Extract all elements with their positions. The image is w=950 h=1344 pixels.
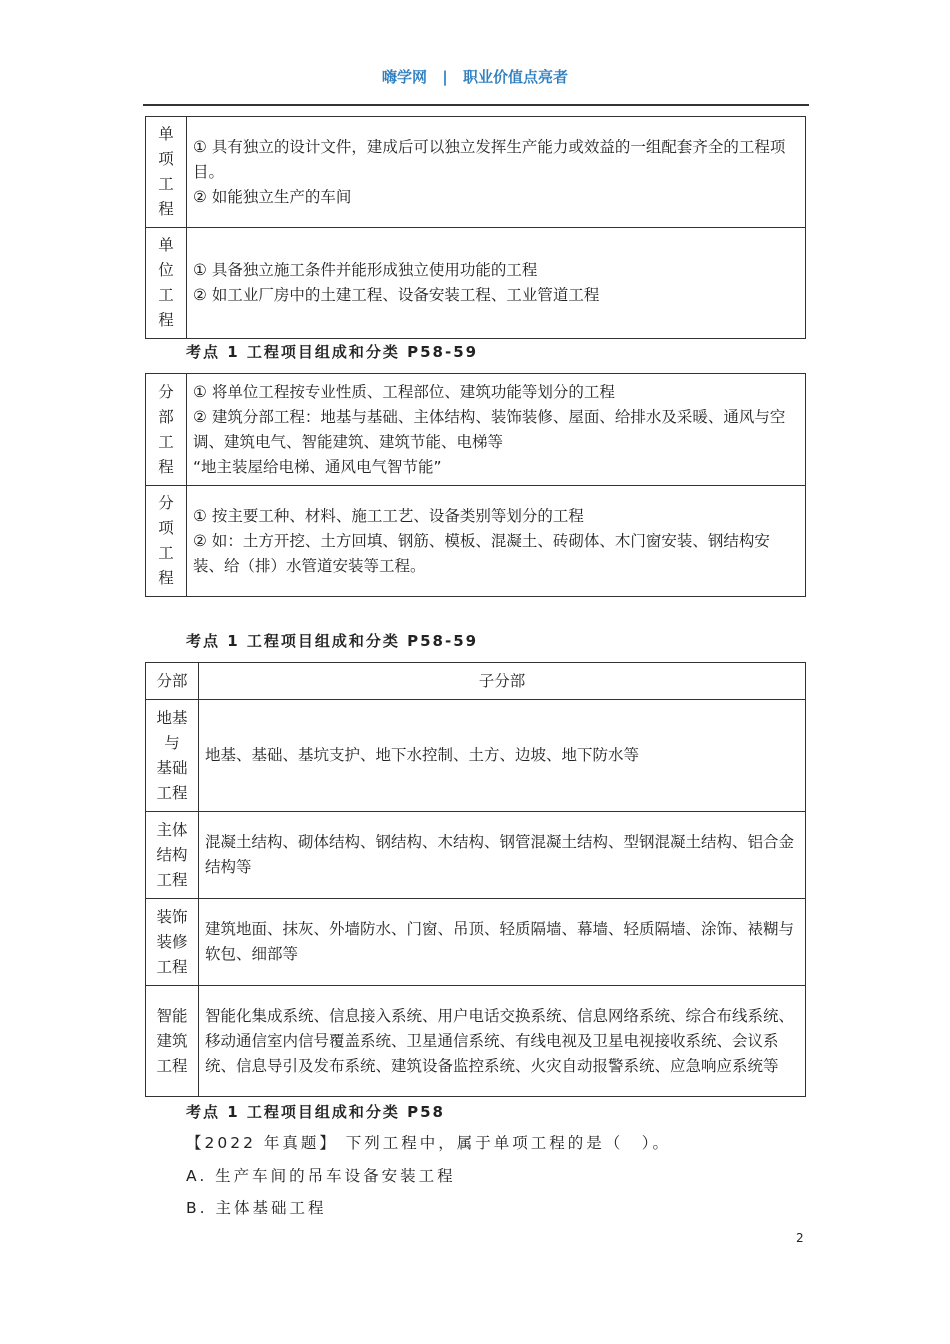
row-label xyxy=(146,374,187,486)
section-title: 考点 1 工程项目组成和分类 P58 xyxy=(186,1103,445,1121)
section-title: 考点 1 工程项目组成和分类 P58-59 xyxy=(186,632,479,650)
content-line: ① 具有独立的设计文件，建成后可以独立发挥生产能力或效益的一组配套齐全的工程项目。 xyxy=(193,137,786,181)
row-content xyxy=(187,486,806,597)
table-row xyxy=(146,899,806,986)
row-label xyxy=(146,899,199,986)
label-char: 单 xyxy=(158,236,174,254)
row-label xyxy=(146,986,199,1097)
header-divider: | xyxy=(442,68,448,86)
table-row xyxy=(146,812,806,899)
label-line: 地基 xyxy=(156,708,188,727)
label-line: 与 xyxy=(164,733,180,752)
question-option-b: B. 主体基础工程 xyxy=(186,1199,327,1217)
row-content: 混凝土结构、砌体结构、钢结构、木结构、钢管混凝土结构、型钢混凝土结构、铝合金结构等 xyxy=(199,812,806,899)
label-char: 程 xyxy=(158,457,174,476)
label-line: 结构 xyxy=(156,845,188,864)
table-header-row xyxy=(146,663,806,700)
row-content xyxy=(187,374,806,486)
label-line: 工程 xyxy=(156,957,188,976)
label-char: 分 xyxy=(158,494,174,512)
label-line: 装修 xyxy=(156,932,188,951)
section-title: 考点 1 工程项目组成和分类 P58-59 xyxy=(186,343,479,361)
column-header: 分部 xyxy=(146,663,199,700)
label-line: 建筑 xyxy=(156,1031,188,1050)
label-char: 程 xyxy=(158,569,174,587)
label-line: 基础 xyxy=(156,758,188,777)
content-line: ① 按主要工种、材料、施工工艺、设备类别等划分的工程 xyxy=(193,506,584,525)
label-line: 智能 xyxy=(156,1006,188,1025)
row-label xyxy=(146,700,199,812)
table-row xyxy=(146,117,806,228)
label-line: 工程 xyxy=(156,783,188,802)
label-line: 工程 xyxy=(156,870,188,889)
row-label xyxy=(146,117,187,228)
content-line: ① 将单位工程按专业性质、工程部位、建筑功能等划分的工程 xyxy=(193,382,615,401)
label-char: 程 xyxy=(158,311,174,329)
table-row xyxy=(146,700,806,812)
table-subdivisions xyxy=(145,662,806,1097)
label-char: 程 xyxy=(158,200,174,218)
label-char: 工 xyxy=(158,175,174,193)
row-content xyxy=(187,117,806,228)
label-char: 项 xyxy=(158,519,174,537)
table-row xyxy=(146,986,806,1097)
table-row xyxy=(146,486,806,597)
page-number: 2 xyxy=(796,1231,804,1245)
row-label xyxy=(146,228,187,339)
page-header xyxy=(0,66,950,87)
label-char: 项 xyxy=(158,150,174,168)
label-char: 分 xyxy=(158,382,174,401)
label-char: 工 xyxy=(158,432,174,451)
label-char: 工 xyxy=(158,544,174,562)
content-line: “地主装屋给电梯、通风电气智节能” xyxy=(193,457,442,476)
row-content: 地基、基础、基坑支护、地下水控制、土方、边坡、地下防水等 xyxy=(199,700,806,812)
question-option-a: A. 生产车间的吊车设备安装工程 xyxy=(186,1167,456,1185)
question-stem: 【2022 年真题】 下列工程中，属于单项工程的是（ ）。 xyxy=(186,1134,672,1152)
label-line: 工程 xyxy=(156,1056,188,1075)
table-project-units xyxy=(145,116,806,339)
content-line: ② 如工业厂房中的土建工程、设备安装工程、工业管道工程 xyxy=(193,286,600,304)
content-line: ① 具备独立施工条件并能形成独立使用功能的工程 xyxy=(193,261,538,279)
label-char: 位 xyxy=(158,261,174,279)
row-content: 智能化集成系统、信息接入系统、用户电话交换系统、信息网络系统、综合布线系统、移动通信室内信号覆盖系统、卫星通信系统、有线电视及卫星电视接收系统、会议系统、信息导引及发布系统、建筑设备监控系统、火灾自动报警系统、应急响应系统等 xyxy=(199,986,806,1097)
row-content: 建筑地面、抹灰、外墙防水、门窗、吊顶、轻质隔墙、幕墙、轻质隔墙、涂饰、裱糊与软包、细部等 xyxy=(199,899,806,986)
label-char: 工 xyxy=(158,286,174,304)
header-rule xyxy=(143,104,809,106)
content-line: ② 建筑分部工程：地基与基础、主体结构、装饰装修、屋面、给排水及采暖、通风与空调、建筑电气、智能建筑、建筑节能、电梯等 xyxy=(193,407,786,451)
site-slogan: 职业价值点亮者 xyxy=(462,68,568,86)
content-line: ② 如：土方开挖、土方回填、钢筋、模板、混凝土、砖砌体、木门窗安装、钢结构安装、给（排）水管道安装等工程。 xyxy=(193,531,770,575)
table-row xyxy=(146,374,806,486)
row-label xyxy=(146,486,187,597)
label-line: 主体 xyxy=(156,820,188,839)
table-row xyxy=(146,228,806,339)
content-line: ② 如能独立生产的车间 xyxy=(193,187,352,206)
row-content xyxy=(187,228,806,339)
site-name: 嗨学网 xyxy=(382,68,428,86)
label-line: 装饰 xyxy=(156,907,188,926)
label-char: 部 xyxy=(158,407,174,426)
table-sub-projects xyxy=(145,373,806,597)
label-char: 单 xyxy=(158,125,174,143)
column-header: 子分部 xyxy=(199,663,806,700)
row-label xyxy=(146,812,199,899)
